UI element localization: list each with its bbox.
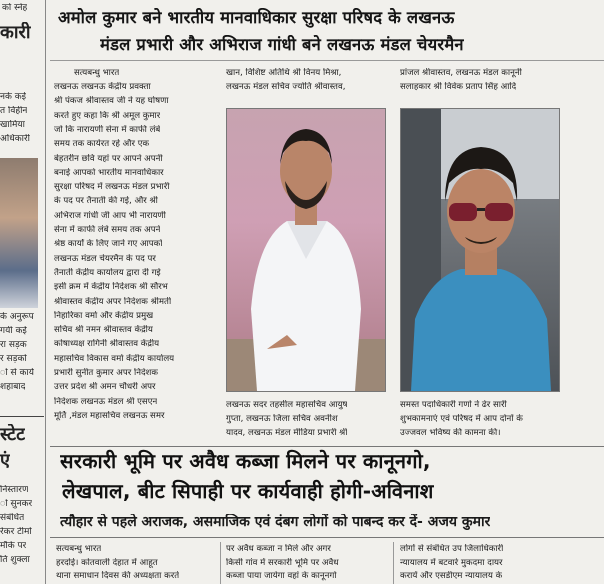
sub-headline-rule: [50, 537, 604, 538]
left-text-line: गयी कई: [0, 326, 27, 336]
top-headline-line2: मंडल प्रभारी और अभिराज गांधी बने लखनऊ मंडल चेयरमैन: [100, 35, 464, 54]
top-headline-line1: अमोल कुमार बने भारतीय मानवाधिकार सुरक्षा परिषद के लखनऊ: [58, 8, 455, 27]
article-text-line: यादव, लखनऊ मंडल मीडिया प्रभारी श्री: [226, 428, 348, 438]
article-text-line: तैनाती केंद्रीय कार्यालय द्वारा दी गई: [54, 267, 161, 278]
left-text-line: र सड़को: [0, 354, 27, 364]
left-text-line: अधिकारी: [0, 134, 30, 144]
headline-rule: [50, 60, 604, 61]
article-text-line: अभिराज गांधी जी आप भी नारायणी: [54, 210, 166, 221]
left-heading-fragment: कारी: [0, 22, 31, 43]
article-text-line: के पद पर तैनाती की गई, और श्री: [54, 196, 158, 207]
article-text-line: लखनऊ लखनऊ केंद्रीय प्रवक्ता: [54, 82, 151, 92]
left-text-line: निस्तारण: [0, 485, 29, 495]
main-headline-top-rule: [50, 446, 604, 447]
left-text-line: ो सुनकर: [0, 499, 33, 509]
article1-byline: सत्यबन्धु भारत: [74, 68, 120, 78]
article-text-line: निहारिका वर्मा और केंद्रीय प्रमुख: [54, 310, 154, 321]
article-text-line: गुप्ता, लखनऊ जिला सचिव अवनीश: [226, 414, 338, 424]
article-text-line: थाना समाधान दिवस की अध्यक्षता करते: [56, 571, 180, 581]
article-text-line: लोगों से संबंधित उप जिलाधिकारी: [400, 544, 504, 554]
article-text-line: करते हुए कहा कि श्री अमूल कुमार: [54, 110, 161, 121]
article-text-line: हरदोई। कोतवाली देहात में आहूत: [56, 557, 158, 568]
article-text-line: लखनऊ मंडल चेयरमैन के पद पर: [54, 253, 156, 264]
sub-headline: त्यौहार से पहले अराजक, असमाजिक एवं दंबग लोगों को पाबन्द कर दें- अजय कुमार: [60, 514, 491, 530]
article-text-line: खान, विशिष्ट अतिथि श्री विनय मिश्रा,: [226, 68, 342, 78]
article-text-line: समय तक कार्यरत रहे और एक: [54, 139, 150, 150]
article-text-line: प्रभारी सुनीत कुमार अपर निदेशक: [54, 368, 158, 378]
left-text-line: नके कई: [0, 92, 27, 102]
article-text-line: महासचिव विकास वर्मा केंद्रीय कार्यालय: [54, 353, 175, 364]
left-text-line: त विहीन: [0, 106, 28, 116]
left-text-line: खामिया: [0, 120, 25, 130]
left-text-line: ति शुक्ला: [0, 555, 30, 565]
left-heading-fragment-2: स्टेट: [0, 424, 26, 445]
article-text-line: मूर्ति ,मंडल महासचिव लखनऊ समर: [54, 410, 165, 421]
article-text-line: जो कि नारायणी सेना में काफी लंबे: [54, 124, 161, 135]
left-text-line: मौके पर: [0, 541, 27, 551]
article-text-line: इसी क्रम में केंद्रीय निदेशक श्री सौरभ: [54, 282, 168, 293]
main-headline-line2: लेखपाल, बीट सिपाही पर कार्यवाही होगी-अविनाश: [62, 479, 434, 503]
left-text-line: के अनुरूप: [0, 312, 34, 322]
article-text-line: लखनऊ सदर तहसील महासचिव आयुष: [226, 400, 348, 410]
article-text-line: करायें और एसडीएम न्यायालय के: [400, 571, 503, 581]
article-text-line: पर अवैध कब्जा न मिले और अगर: [226, 544, 331, 554]
left-text-line: रेकर टीमो: [0, 527, 32, 537]
column-divider: [45, 0, 46, 584]
left-text-line: रा सड़क: [0, 340, 27, 350]
article-text-line: शुभकामनाएं एवं परिषद में आप दोनों के: [400, 414, 523, 424]
article-text-line: श्री पंकज श्रीवास्तव जी ने यह घोषणा: [54, 96, 169, 107]
article-text-line: कब्जा पाया जायेगा वहां के कानूनगो: [226, 571, 337, 581]
left-text-line: संबंधित: [0, 513, 25, 523]
article-text-line: प्रांजल श्रीवास्तव, लखनऊ मंडल कानूनी: [400, 68, 522, 78]
main-headline-line1: सरकारी भूमि पर अवैध कब्जा मिलने पर कानूनगो,: [60, 449, 431, 473]
article-text-line: उत्तर प्रदेश श्री अमन चौधरी अपर: [54, 382, 156, 393]
left-divider: [0, 416, 44, 417]
left-fragment-top: को स्नेह: [2, 3, 28, 13]
article-text-line: बेहतरीन छवि यहां पर आपने अपनी: [54, 153, 163, 164]
article-text-line: उज्जवल भविष्य की कामना की।: [400, 428, 501, 438]
article-text-line: कोषाध्यक्ष रागिनी श्रीवास्तव केंद्रीय: [54, 339, 160, 350]
article-text-line: सुरक्षा परिषद में लखनऊ मंडल प्रभारी: [54, 182, 170, 193]
article-text-line: श्रीवास्तव केंद्रीय अपर निदेशक श्रीमती: [54, 296, 172, 307]
article-text-line: समस्त पदाधिकारी गणो ने ढेर सारी: [400, 400, 507, 410]
left-partial-photo: [0, 158, 38, 308]
article-text-line: श्रेष्ठ कार्यों के लिए जाने गए आपको: [54, 239, 163, 250]
article2-divider-2: [393, 542, 394, 584]
article-text-line: लखनऊ मंडल सचिव ज्योति श्रीवास्तव,: [226, 82, 346, 92]
article-text-line: किसी गांव में सरकारी भूमि पर अवैध: [226, 557, 339, 568]
article-text-line: सलाहकार श्री विवेक प्रताप सिंह आदि: [400, 82, 517, 92]
article-text-line: सत्यबन्धु भारत: [56, 544, 102, 554]
photo-amol-kumar: [226, 108, 386, 392]
article2-divider-1: [220, 542, 221, 584]
article-text-line: सचिव श्री नमन श्रीवास्तव केंद्रीय: [54, 325, 153, 336]
left-text-line: ो से कार्य: [0, 368, 34, 378]
article-text-line: सेना में काफी लंबे समय तक अपने: [54, 225, 161, 235]
left-text-line: शहाबाद: [0, 382, 26, 392]
article-text-line: बनाई आपको भारतीय मानवाधिकार: [54, 167, 164, 178]
left-heading-fragment-3: एं: [0, 450, 10, 471]
article-text-line: न्यायालय में बटवारे मुकदमा दायर: [400, 557, 503, 568]
photo-abhiraj-gandhi: [400, 108, 560, 392]
article-text-line: निदेशक लखनऊ मंडल श्री एसएन: [54, 396, 158, 407]
